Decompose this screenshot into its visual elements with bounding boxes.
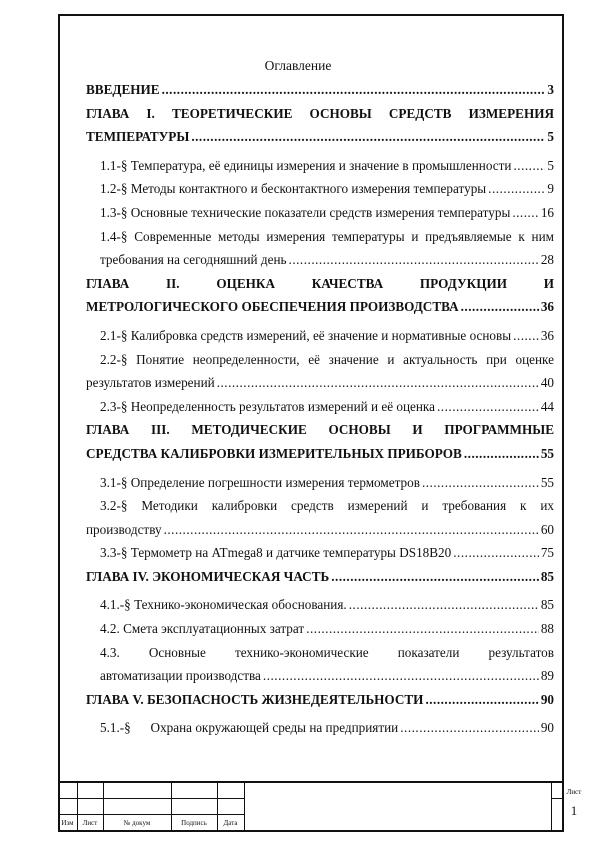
title-block [58,781,582,832]
stamp-row-line [58,798,244,799]
toc-section-4-1[interactable]: 4.1.-§ Технико-экономическая обоснования. ..... 85 [86,593,554,617]
toc-section-5-1[interactable]: 5.1.-§ Охрана окружающей среды на предприятии ..... 90 [86,716,554,740]
toc-chapter-3-cont[interactable]: СРЕДСТВА КАЛИБРОВКИ ИЗМЕРИТЕЛЬНЫХ ПРИБОРОВ ..... 55 [86,442,554,466]
stamp-label-date: Дата [223,819,238,827]
toc-section-2-2-cont[interactable]: результатов измерений ..... 40 [86,371,554,395]
toc-section-1-1[interactable]: 1.1-§ Температура, её единицы измерения и значение в промышленности ..... 5 [86,154,554,178]
toc-chapter-2-cont[interactable]: МЕТРОЛОГИЧЕСКОГО ОБЕСПЕЧЕНИЯ ПРОИЗВОДСТВА ..... 36 [86,295,554,319]
stamp-row-line [58,814,244,815]
toc-section-3-1[interactable]: 3.1-§ Определение погрешности измерения термометров ..... 55 [86,471,554,495]
stamp-label-sign: Подпись [181,819,207,827]
sheet-label: Лист [566,788,582,796]
stamp-label-list: Лист [82,819,98,827]
toc-section-2-2[interactable]: 2.2-§ Понятие неопределенности, её значение и актуальность при оценке [100,351,554,367]
toc-section-4-3-cont[interactable]: автоматизации производства ..... 89 [86,664,554,688]
toc-section-2-3[interactable]: 2.3-§ Неопределенность результатов измерений и её оценка ..... 44 [86,395,554,419]
toc-section-1-3[interactable]: 1.3-§ Основные технические показатели средств измерения температуры ..... 16 [86,201,554,225]
toc-section-3-2[interactable]: 3.2-§ Методики калибровки средств измерений и требования к их [100,498,554,514]
toc-section-2-1[interactable]: 2.1-§ Калибровка средств измерений, её значение и нормативные основы ..... 36 [86,324,554,348]
toc-section-4-3[interactable]: 4.3. Основные технико-экономические показатели результатов [100,644,554,660]
toc-entry-intro[interactable]: ВВЕДЕНИЕ ..... 3 [86,78,554,102]
stamp-divider [244,783,245,832]
toc-chapter-4[interactable]: ГЛАВА IV. ЭКОНОМИЧЕСКАЯ ЧАСТЬ ..... 85 [86,565,554,589]
toc-section-4-2[interactable]: 4.2. Смета эксплуатационных затрат ..... 88 [86,617,554,641]
stamp-label-doc: № докум [123,819,151,827]
toc-chapter-2[interactable]: ГЛАВА II. ОЦЕНКА КАЧЕСТВА ПРОДУКЦИИ И [86,275,554,291]
toc-section-3-2-cont[interactable]: производству ..... 60 [86,518,554,542]
toc-title: Оглавление [264,58,332,73]
stamp-label-izm: Изм [61,819,74,827]
toc-section-3-3[interactable]: 3.3-§ Термометр на ATmega8 и датчике температуры DS18B20 ..... 75 [86,541,554,565]
toc-chapter-3[interactable]: ГЛАВА III. МЕТОДИЧЕСКИЕ ОСНОВЫ И ПРОГРАММНЫЕ [86,422,554,438]
toc-section-1-4-cont[interactable]: требования на сегодняшний день ..... 28 [86,248,554,272]
toc-chapter-5[interactable]: ГЛАВА V. БЕЗОПАСНОСТЬ ЖИЗНЕДЕЯТЕЛЬНОСТИ ..... 90 [86,688,554,712]
sheet-number: 1 [570,803,578,818]
toc-section-1-4[interactable]: 1.4-§ Современные методы измерения температуры и предъявляемые к ним [100,228,554,244]
toc-chapter-1[interactable]: ГЛАВА I. ТЕОРЕТИЧЕСКИЕ ОСНОВЫ СРЕДСТВ ИЗМЕРЕНИЯ [86,105,554,121]
toc-section-1-2[interactable]: 1.2-§ Методы контактного и бесконтактного измерения температуры ..... 9 [86,177,554,201]
table-of-contents [86,78,554,740]
stamp-row-line [551,798,564,799]
toc-chapter-1-cont[interactable]: ТЕМПЕРАТУРЫ ..... 5 [86,125,554,149]
